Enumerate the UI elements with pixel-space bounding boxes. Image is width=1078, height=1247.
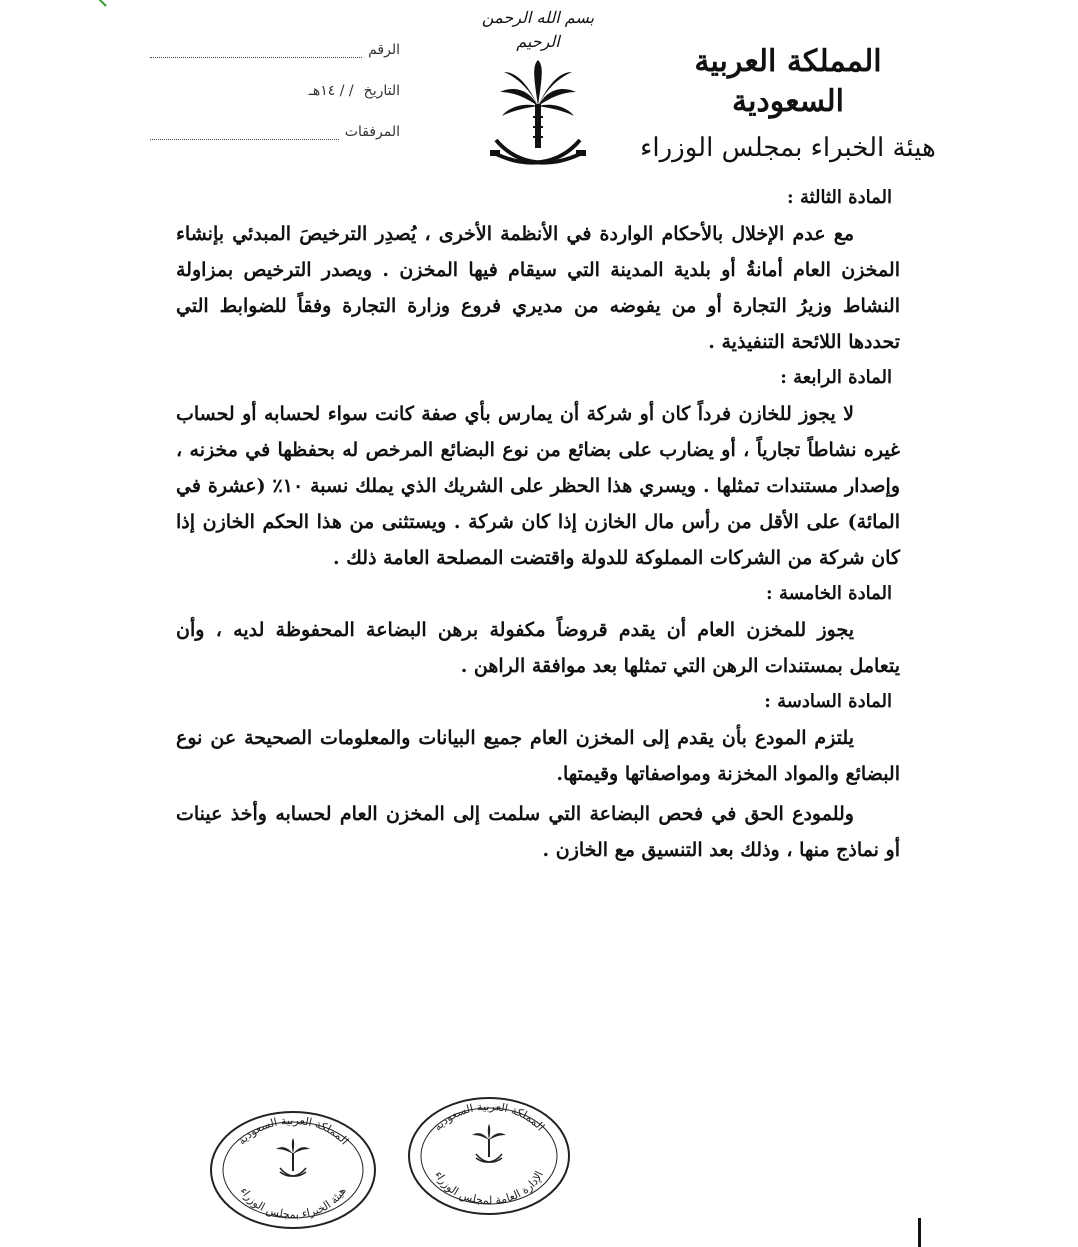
seal-right-top-text: المملكة العربية السعودية: [431, 1099, 548, 1134]
date-field: [150, 79, 400, 99]
article-heading: المادة الثالثة :: [787, 187, 892, 208]
ref-label: الرقم: [368, 42, 400, 58]
article-paragraph: لا يجوز للخازن فرداً كان أو شركة أن يمارس بأي صفة كانت سواء لحسابه أو لحساب غيره نشاطاً تجارياً ، أو يضارب على بضائع من نوع البضائع المرخص له بحفظها في مخزنه ، وإصدار مستندات تمثلها . ويسري هذا الحظر على الشريك الذي يملك نسبة ١٠٪ (عشرة في المائة) على الأقل من رأس مال الخازن إذا كان شركة . ويستثنى من هذا الحكم الخازن إذا كان شركة من الشركات المملوكة للدولة واقتضت المصلحة العامة ذلك .: [176, 403, 901, 569]
document-body: [176, 180, 900, 872]
attachments-field: [150, 120, 400, 140]
basmala: بسم الله الرحمن الرحيم: [481, 8, 595, 51]
palm-and-swords-icon: [488, 58, 588, 178]
seal-left-emblem-icon: [276, 1138, 310, 1176]
council-seal-right: [404, 1094, 574, 1218]
date-value: / / ١٤هـ: [308, 83, 354, 99]
ref-line: [150, 45, 362, 58]
article-paragraph: يجوز للمخزن العام أن يقدم قروضاً مكفولة برهن البضاعة المحفوظة لديه ، وأن يتعامل بمستندات الرهن التي تمثلها بعد موافقة الراهن .: [176, 619, 900, 677]
national-emblem: [478, 6, 598, 176]
article-paragraph: وللمودع الحق في فحص البضاعة التي سلمت إلى المخزن العام لحسابه وأخذ عينات أو نماذج منها ، وذلك بعد التنسيق مع الخازن .: [176, 803, 900, 861]
article-heading: المادة السادسة :: [764, 691, 892, 712]
article-paragraph: يلتزم المودع بأن يقدم إلى المخزن العام جميع البيانات والمعلومات الصحيحة عن نوع البضائع والمواد المخزنة ومواصفاتها وقيمتها.: [176, 727, 900, 785]
article-paragraph: مع عدم الإخلال بالأحكام الواردة في الأنظمة الأخرى ، يُصدِر الترخيصَ المبدئي بإنشاء المخزن العام أمانةُ أو بلدية المدينة التي سيقام فيها المخزن . ويصدر الترخيص بمزاولة النشاط وزيرُ التجارة أو من يفوضه من مديري فروع وزارة التجارة وفقاً للضوابط التي تحددها اللائحة التنفيذية .: [176, 223, 900, 353]
letterhead-title: [638, 42, 938, 166]
article-heading: المادة الخامسة :: [766, 583, 892, 604]
date-label: التاريخ: [363, 83, 400, 99]
article-6: [176, 690, 900, 868]
page-edge-mark: [918, 1218, 922, 1247]
reference-fields: [150, 38, 400, 161]
council-seal-left: [208, 1108, 378, 1232]
seal-right-bottom-text: الإدارة العامة لمجلس الوزراء: [432, 1169, 546, 1208]
corner-mark-icon: [92, 0, 112, 12]
council-name: هيئة الخبراء بمجلس الوزراء: [640, 133, 936, 163]
article-heading: المادة الرابعة :: [780, 367, 892, 388]
seal-left-top-text: المملكة العربية السعودية: [235, 1113, 352, 1148]
kingdom-name: المملكة العربية السعودية: [694, 44, 882, 119]
attachments-line: [150, 127, 339, 140]
article-5: [176, 582, 900, 684]
seal-right-emblem-icon: [472, 1124, 506, 1162]
article-3: [176, 186, 900, 360]
article-4: [176, 366, 900, 576]
seal-left-bottom-text: هيئة الخبراء بمجلس الوزراء: [237, 1185, 349, 1222]
ref-number-field: [150, 38, 400, 58]
attachments-label: المرفقات: [344, 124, 400, 140]
